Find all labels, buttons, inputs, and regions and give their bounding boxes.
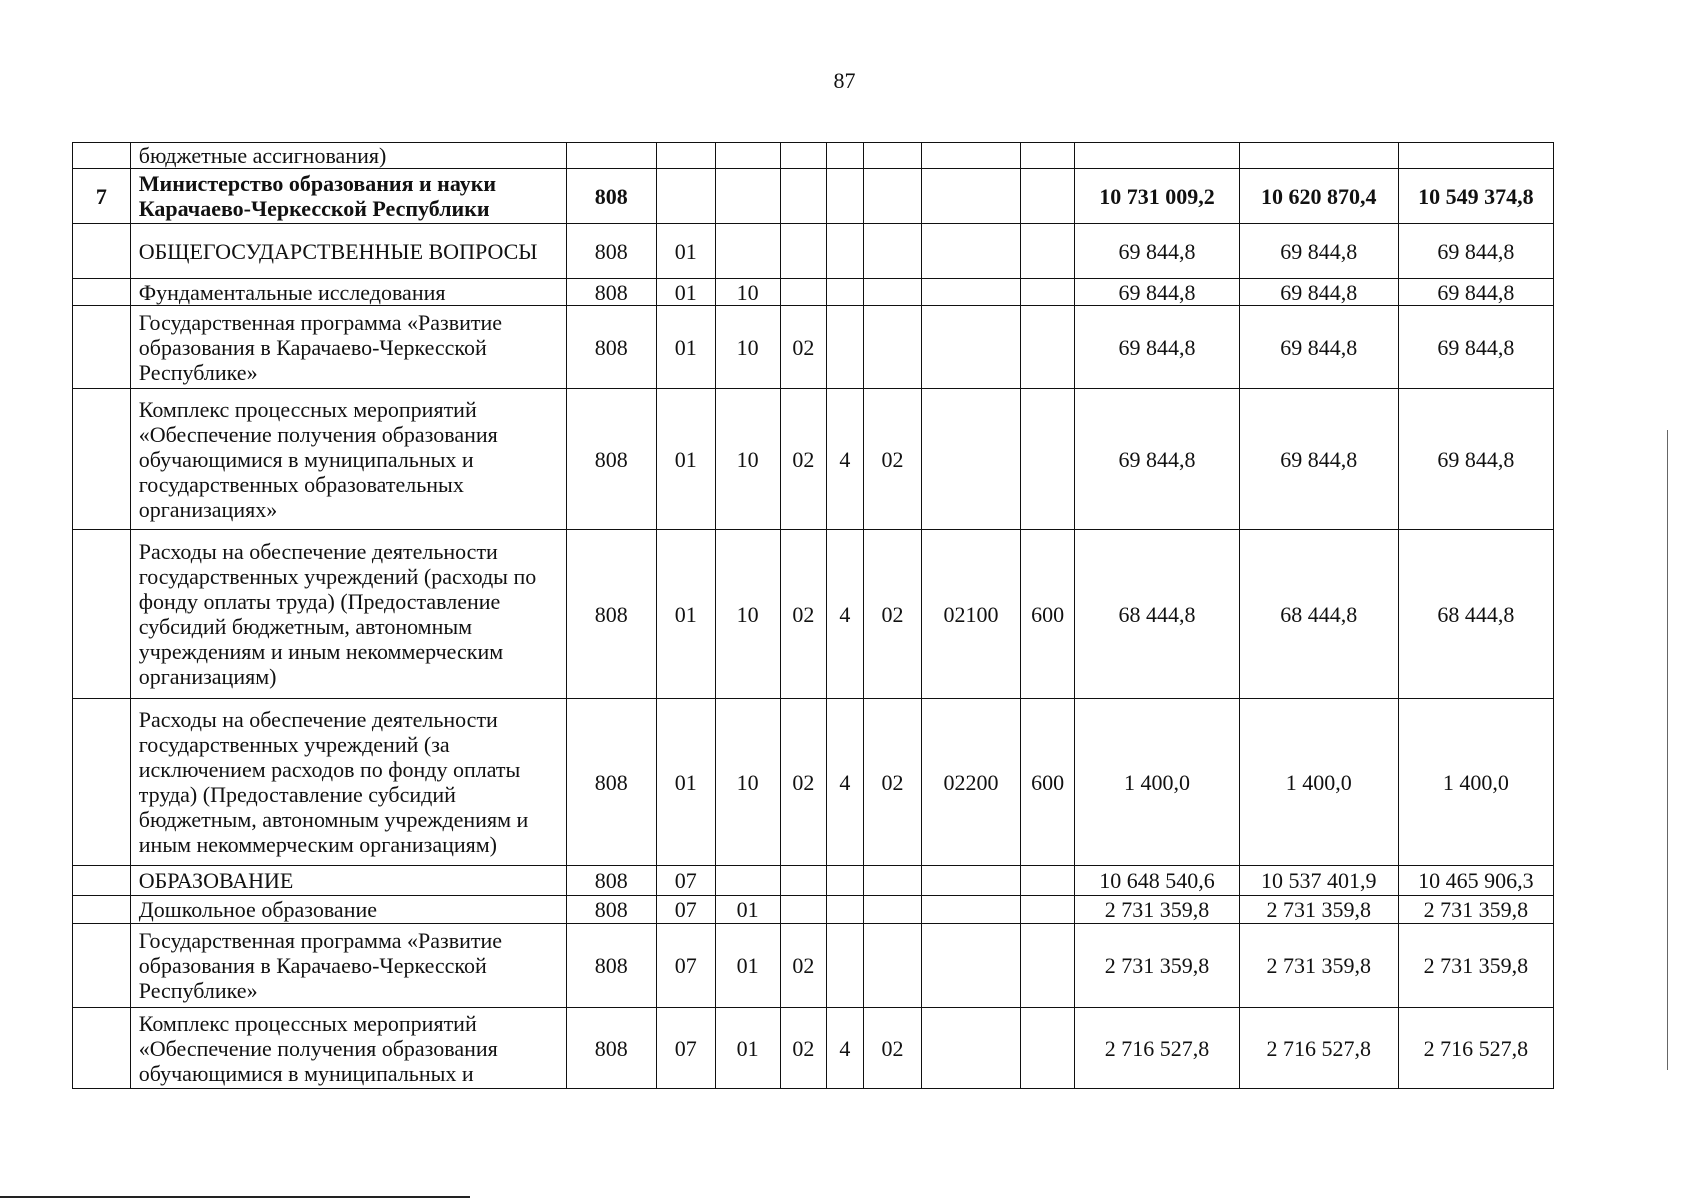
- program-element-cell: 02: [863, 699, 922, 866]
- program-code-cell: 02: [780, 699, 827, 866]
- ministry-code-cell: 808: [566, 306, 656, 389]
- ministry-code-cell: 808: [566, 866, 656, 896]
- expense-direction-cell: [922, 866, 1020, 896]
- program-code-cell: [780, 866, 827, 896]
- row-number-cell: 7: [73, 169, 131, 224]
- row-number-cell: [73, 306, 131, 389]
- item-name-cell: Расходы на обеспечение деятельности государственных учреждений (расходы по фонду оплаты труда) (Предоставление субсидий бюджетным, автономным учреждениям и иным некоммерческим организациям): [130, 530, 566, 699]
- ministry-code-cell: 808: [566, 896, 656, 924]
- ministry-code-cell: 808: [566, 699, 656, 866]
- table-row: [73, 389, 1554, 530]
- table-row: [73, 306, 1554, 389]
- expense-type-cell: [1020, 924, 1075, 1008]
- section-code-cell: 07: [656, 896, 715, 924]
- row-number-cell: [73, 699, 131, 866]
- expense-type-cell: [1020, 279, 1075, 306]
- item-name-cell: Государственная программа «Развитие образования в Карачаево-Черкесской Республике»: [130, 924, 566, 1008]
- subsection-code-cell: 10: [715, 279, 780, 306]
- item-name-cell: Расходы на обеспечение деятельности государственных учреждений (за исключением расходов по фонду оплаты труда) (Предоставление субсидий бюджетным, автономным учреждениям и иным некоммерческим организациям): [130, 699, 566, 866]
- scan-artifact-bottom: [0, 1196, 470, 1198]
- amount-year1-cell: 69 844,8: [1075, 224, 1239, 279]
- expense-direction-cell: [922, 143, 1020, 169]
- amount-year2-cell: 1 400,0: [1239, 699, 1398, 866]
- section-code-cell: 07: [656, 866, 715, 896]
- expense-direction-cell: [922, 169, 1020, 224]
- ministry-code-cell: 808: [566, 530, 656, 699]
- ministry-code-cell: 808: [566, 279, 656, 306]
- table-row: [73, 1008, 1554, 1089]
- section-code-cell: 01: [656, 699, 715, 866]
- item-name-cell: Дошкольное образование: [130, 896, 566, 924]
- budget-table-body: [73, 143, 1554, 1089]
- amount-year2-cell: 2 731 359,8: [1239, 896, 1398, 924]
- expense-type-cell: [1020, 143, 1075, 169]
- row-number-cell: [73, 224, 131, 279]
- program-type-cell: [827, 279, 863, 306]
- expense-direction-cell: 02200: [922, 699, 1020, 866]
- amount-year3-cell: 10 465 906,3: [1398, 866, 1553, 896]
- subsection-code-cell: [715, 169, 780, 224]
- subsection-code-cell: 10: [715, 306, 780, 389]
- page-number: 87: [833, 68, 856, 93]
- amount-year2-cell: 69 844,8: [1239, 389, 1398, 530]
- item-name-cell: Министерство образования и науки Карачаево-Черкесской Республики: [130, 169, 566, 224]
- program-element-cell: [863, 143, 922, 169]
- expense-direction-cell: [922, 924, 1020, 1008]
- item-name-cell: Фундаментальные исследования: [130, 279, 566, 306]
- table-row: [73, 143, 1554, 169]
- ministry-code-cell: [566, 143, 656, 169]
- expense-direction-cell: [922, 279, 1020, 306]
- amount-year1-cell: 69 844,8: [1075, 306, 1239, 389]
- amount-year3-cell: 69 844,8: [1398, 279, 1553, 306]
- program-element-cell: 02: [863, 389, 922, 530]
- section-code-cell: 01: [656, 279, 715, 306]
- item-name-cell: ОБРАЗОВАНИЕ: [130, 866, 566, 896]
- amount-year3-cell: 2 716 527,8: [1398, 1008, 1553, 1089]
- program-code-cell: 02: [780, 924, 827, 1008]
- program-type-cell: [827, 924, 863, 1008]
- item-name-cell: Государственная программа «Развитие образования в Карачаево-Черкесской Республике»: [130, 306, 566, 389]
- program-element-cell: [863, 306, 922, 389]
- scan-artifact-right: [1667, 430, 1668, 1070]
- row-number-cell: [73, 924, 131, 1008]
- expense-type-cell: [1020, 306, 1075, 389]
- program-code-cell: [780, 143, 827, 169]
- section-code-cell: 01: [656, 389, 715, 530]
- amount-year2-cell: 10 537 401,9: [1239, 866, 1398, 896]
- subsection-code-cell: 01: [715, 924, 780, 1008]
- program-type-cell: 4: [827, 1008, 863, 1089]
- row-number-cell: [73, 530, 131, 699]
- section-code-cell: 01: [656, 530, 715, 699]
- row-number-cell: [73, 279, 131, 306]
- amount-year3-cell: 69 844,8: [1398, 224, 1553, 279]
- program-element-cell: [863, 279, 922, 306]
- ministry-code-cell: 808: [566, 224, 656, 279]
- row-number-cell: [73, 866, 131, 896]
- row-number-cell: [73, 389, 131, 530]
- program-element-cell: [863, 896, 922, 924]
- amount-year1-cell: 10 648 540,6: [1075, 866, 1239, 896]
- row-number-cell: [73, 1008, 131, 1089]
- amount-year3-cell: 69 844,8: [1398, 389, 1553, 530]
- amount-year1-cell: 2 731 359,8: [1075, 924, 1239, 1008]
- ministry-code-cell: 808: [566, 924, 656, 1008]
- item-name-cell: Комплекс процессных мероприятий «Обеспечение получения образования обучающимися в муниципальных и: [130, 1008, 566, 1089]
- amount-year2-cell: 69 844,8: [1239, 279, 1398, 306]
- item-name-cell: бюджетные ассигнования): [130, 143, 566, 169]
- table-row: [73, 530, 1554, 699]
- expense-type-cell: [1020, 866, 1075, 896]
- row-number-cell: [73, 143, 131, 169]
- section-code-cell: 01: [656, 306, 715, 389]
- amount-year2-cell: 69 844,8: [1239, 306, 1398, 389]
- expense-direction-cell: [922, 224, 1020, 279]
- program-element-cell: 02: [863, 530, 922, 699]
- item-name-cell: ОБЩЕГОСУДАРСТВЕННЫЕ ВОПРОСЫ: [130, 224, 566, 279]
- expense-type-cell: 600: [1020, 699, 1075, 866]
- program-code-cell: 02: [780, 306, 827, 389]
- program-type-cell: [827, 169, 863, 224]
- amount-year3-cell: 2 731 359,8: [1398, 896, 1553, 924]
- amount-year2-cell: 2 716 527,8: [1239, 1008, 1398, 1089]
- amount-year1-cell: 2 731 359,8: [1075, 896, 1239, 924]
- program-code-cell: 02: [780, 530, 827, 699]
- amount-year3-cell: 68 444,8: [1398, 530, 1553, 699]
- amount-year1-cell: 2 716 527,8: [1075, 1008, 1239, 1089]
- ministry-code-cell: 808: [566, 169, 656, 224]
- program-code-cell: [780, 279, 827, 306]
- program-type-cell: 4: [827, 389, 863, 530]
- program-type-cell: [827, 143, 863, 169]
- amount-year1-cell: 68 444,8: [1075, 530, 1239, 699]
- program-code-cell: [780, 224, 827, 279]
- ministry-code-cell: 808: [566, 1008, 656, 1089]
- subsection-code-cell: 10: [715, 530, 780, 699]
- program-element-cell: [863, 224, 922, 279]
- amount-year1-cell: 69 844,8: [1075, 389, 1239, 530]
- program-code-cell: [780, 169, 827, 224]
- expense-direction-cell: [922, 306, 1020, 389]
- expense-type-cell: [1020, 1008, 1075, 1089]
- subsection-code-cell: 01: [715, 896, 780, 924]
- amount-year3-cell: 10 549 374,8: [1398, 169, 1553, 224]
- amount-year2-cell: [1239, 143, 1398, 169]
- expense-type-cell: 600: [1020, 530, 1075, 699]
- table-row: [73, 896, 1554, 924]
- program-type-cell: [827, 866, 863, 896]
- section-code-cell: 07: [656, 924, 715, 1008]
- section-code-cell: [656, 169, 715, 224]
- ministry-code-cell: 808: [566, 389, 656, 530]
- amount-year2-cell: 10 620 870,4: [1239, 169, 1398, 224]
- program-code-cell: [780, 896, 827, 924]
- amount-year2-cell: 69 844,8: [1239, 224, 1398, 279]
- expense-direction-cell: 02100: [922, 530, 1020, 699]
- program-type-cell: [827, 224, 863, 279]
- section-code-cell: 01: [656, 224, 715, 279]
- table-row: [73, 279, 1554, 306]
- section-code-cell: [656, 143, 715, 169]
- subsection-code-cell: 10: [715, 699, 780, 866]
- program-type-cell: [827, 896, 863, 924]
- program-element-cell: 02: [863, 1008, 922, 1089]
- table-row: [73, 169, 1554, 224]
- amount-year3-cell: [1398, 143, 1553, 169]
- amount-year3-cell: 69 844,8: [1398, 306, 1553, 389]
- section-code-cell: 07: [656, 1008, 715, 1089]
- subsection-code-cell: [715, 224, 780, 279]
- item-name-cell: Комплекс процессных мероприятий «Обеспечение получения образования обучающимися в муниципальных и государственных образовательных организациях»: [130, 389, 566, 530]
- subsection-code-cell: [715, 866, 780, 896]
- table-row: [73, 924, 1554, 1008]
- expense-type-cell: [1020, 169, 1075, 224]
- budget-table: [72, 142, 1554, 1089]
- expense-type-cell: [1020, 389, 1075, 530]
- table-row: [73, 224, 1554, 279]
- program-type-cell: [827, 306, 863, 389]
- program-element-cell: [863, 169, 922, 224]
- amount-year3-cell: 2 731 359,8: [1398, 924, 1553, 1008]
- subsection-code-cell: 01: [715, 1008, 780, 1089]
- table-row: [73, 866, 1554, 896]
- amount-year1-cell: 10 731 009,2: [1075, 169, 1239, 224]
- program-code-cell: 02: [780, 389, 827, 530]
- expense-type-cell: [1020, 896, 1075, 924]
- program-element-cell: [863, 924, 922, 1008]
- amount-year1-cell: 1 400,0: [1075, 699, 1239, 866]
- expense-type-cell: [1020, 224, 1075, 279]
- amount-year1-cell: 69 844,8: [1075, 279, 1239, 306]
- expense-direction-cell: [922, 896, 1020, 924]
- amount-year2-cell: 2 731 359,8: [1239, 924, 1398, 1008]
- amount-year3-cell: 1 400,0: [1398, 699, 1553, 866]
- expense-direction-cell: [922, 389, 1020, 530]
- table-row: [73, 699, 1554, 866]
- program-type-cell: 4: [827, 699, 863, 866]
- subsection-code-cell: [715, 143, 780, 169]
- amount-year2-cell: 68 444,8: [1239, 530, 1398, 699]
- program-element-cell: [863, 866, 922, 896]
- program-type-cell: 4: [827, 530, 863, 699]
- subsection-code-cell: 10: [715, 389, 780, 530]
- program-code-cell: 02: [780, 1008, 827, 1089]
- expense-direction-cell: [922, 1008, 1020, 1089]
- amount-year1-cell: [1075, 143, 1239, 169]
- row-number-cell: [73, 896, 131, 924]
